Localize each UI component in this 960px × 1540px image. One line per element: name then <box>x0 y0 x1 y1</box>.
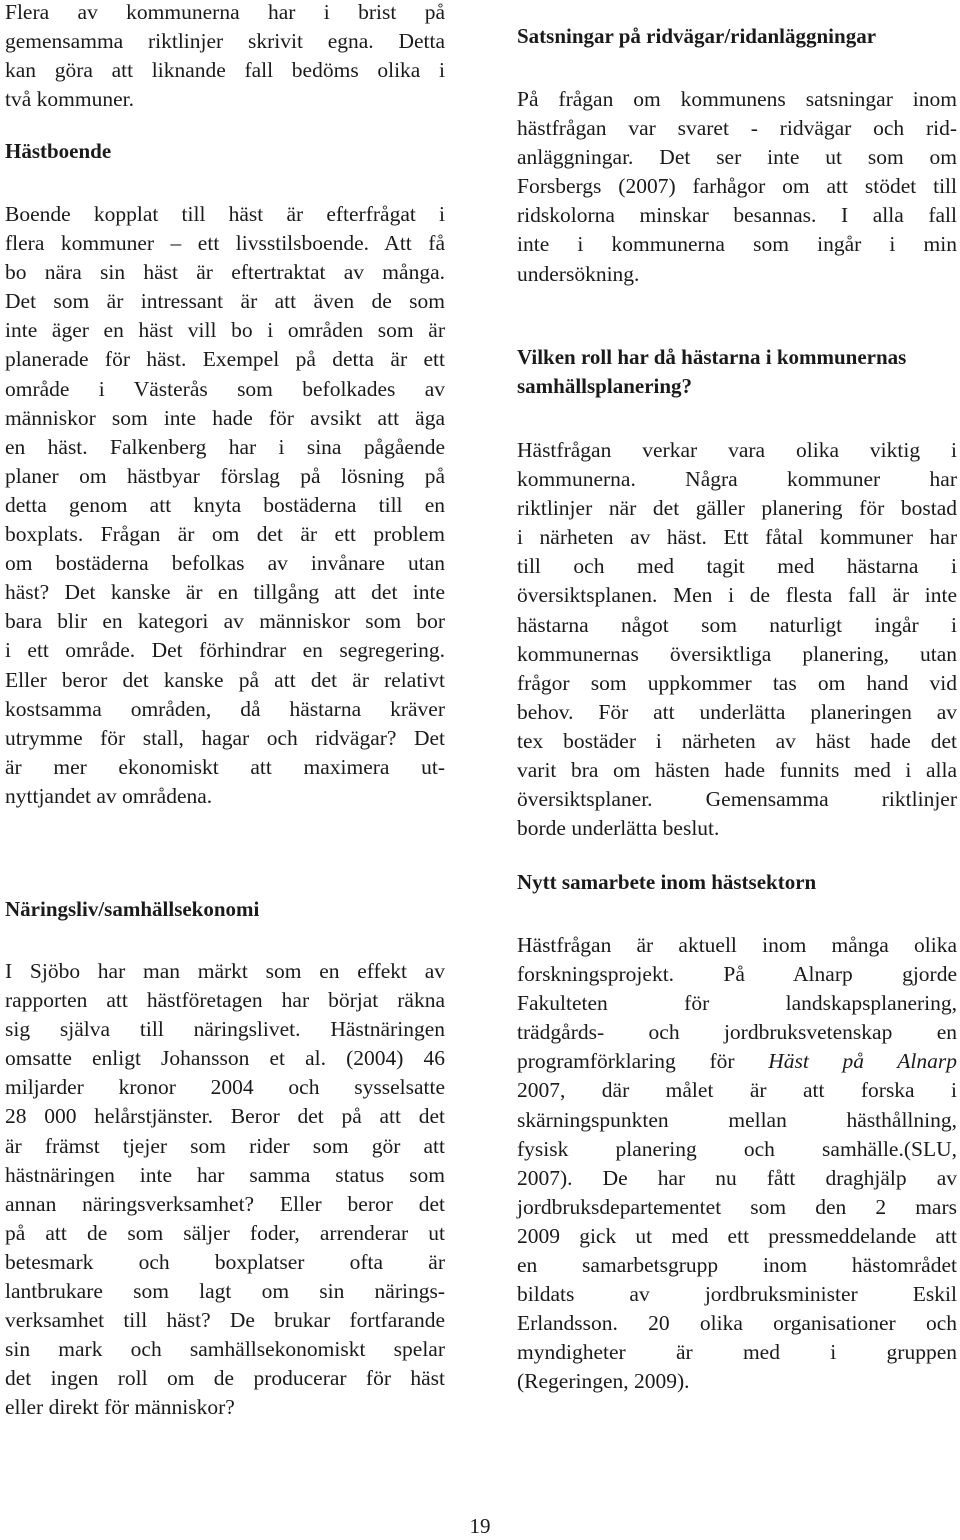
text-line: riktlinjer när det gäller planering för bostad <box>517 496 957 521</box>
text-line: översiktsplanen. Men i de flesta fall är inte <box>517 583 957 608</box>
text-line: hästarna något som naturligt ingår i <box>517 612 957 637</box>
text-line: människor som inte hade för avsikt att äga <box>5 405 445 430</box>
text-line: varit bra om hästen hade funnits med i alla <box>517 758 957 783</box>
text-line: 28 000 helårstjänster. Beror det på att det <box>5 1104 445 1129</box>
text-line: sig själva till näringslivet. Hästnäringen <box>5 1017 445 1042</box>
text-line: det ingen roll om de producerar för häst <box>5 1366 445 1391</box>
text-line: planer om hästbyar förslag på lösning på <box>5 463 445 488</box>
text-line: Fakulteten för landskapsplanering, <box>517 991 957 1016</box>
text-line: Eller beror det kanske på att det är relativt <box>5 667 445 692</box>
text-line: 2007, där målet är att forska i <box>517 1078 957 1103</box>
text-line: hästnäringen inte har samma status som <box>5 1162 445 1187</box>
text-line: trädgårds- och jordbruksvetenskap en <box>517 1020 957 1045</box>
text-line: miljarder kronor 2004 och sysselsatte <box>5 1075 445 1100</box>
text-line: inte i kommunerna som ingår i min <box>517 232 957 257</box>
text-line: i närheten av häst. Ett fåtal kommuner har <box>517 525 957 550</box>
text-line: hästfrågan var svaret - ridvägar och rid- <box>517 116 957 141</box>
text-line: verksamhet till häst? De brukar fortfarande <box>5 1308 445 1333</box>
text-line: bo nära sin häst är eftertraktat av många. <box>5 260 445 285</box>
text-line: kommunernas översiktliga planering, utan <box>517 641 957 666</box>
text-line: ridskolorna minskar besannas. I alla fall <box>517 203 957 228</box>
text-line: till och med tagit med hästarna i <box>517 554 957 579</box>
text-line: kostsamma områden, då hästarna kräver <box>5 696 445 721</box>
heading-line: samhällsplanering? <box>517 374 693 398</box>
text-line: (Regeringen, 2009). <box>517 1369 690 1394</box>
text-line: frågor som uppkommer tas om hand vid <box>517 670 957 695</box>
text-line: annan näringsverksamhet? Eller beror det <box>5 1191 445 1216</box>
text-line: översiktsplaner. Gemensamma riktlinjer <box>517 787 957 812</box>
text-line: är främst tjejer som rider som gör att <box>5 1133 445 1158</box>
text-line: myndigheter är med i gruppen <box>517 1340 957 1365</box>
section-heading-naringsliv: Näringsliv/samhällsekonomi <box>5 897 260 921</box>
text-line: nyttjandet av områdena. <box>5 783 213 808</box>
text-line: behov. För att underlätta planeringen av <box>517 699 957 724</box>
text-line: Hästfrågan verkar vara olika viktig i <box>517 438 957 462</box>
text-line: häst? Det kanske är en tillgång att det inte <box>5 580 445 605</box>
page-number: 19 <box>469 1514 491 1538</box>
text-line: Boende kopplat till häst är efterfrågat i <box>5 202 445 226</box>
paragraph-hastarnas-roll <box>517 436 957 843</box>
text-line: jordbruksdepartementet som den 2 mars <box>517 1194 957 1219</box>
section-heading-nytt-samarbete: Nytt samarbete inom hästsektorn <box>517 870 817 894</box>
section-heading-hastboende: Hästboende <box>5 139 112 163</box>
text-line-with-title <box>517 1047 957 1076</box>
text-line: boxplats. Frågan är om det är ett problem <box>5 522 445 547</box>
text-line: anläggningar. Det ser inte ut som om <box>517 145 957 170</box>
text-line: flera kommuner – ett livsstilsboende. Att få <box>5 231 445 256</box>
text-line: omsatte enligt Johansson et al. (2004) 46 <box>5 1046 445 1071</box>
text-line: borde underlätta beslut. <box>517 816 720 841</box>
text-line: inte äger en häst vill bo i områden som är <box>5 318 445 343</box>
text-line: Flera av kommunerna har i brist på <box>5 0 445 24</box>
text-line: Forsbergs (2007) farhågor om att stödet till <box>517 174 957 199</box>
text-line: kommunerna. Några kommuner har <box>517 467 957 492</box>
text-line: sin mark och samhällsekonomiskt spelar <box>5 1337 445 1362</box>
text-line: forskningsprojekt. På Alnarp gjorde <box>517 962 957 987</box>
paragraph-hastboende <box>5 200 445 811</box>
text-line: betesmark och boxplatser ofta är <box>5 1249 445 1274</box>
text-line: lantbrukare som lagt om sin närings- <box>5 1279 445 1304</box>
text-line: en häst. Falkenberg har i sina pågående <box>5 434 445 459</box>
text-line: Hästfrågan är aktuell inom många olika <box>517 933 957 957</box>
text-line: eller direkt för människor? <box>5 1395 235 1420</box>
text-line: i ett område. Det förhindrar en segregering. <box>5 638 445 663</box>
paragraph-nytt-samarbete <box>517 931 957 1397</box>
text-line: planerade för häst. Exempel på detta är ett <box>5 347 445 372</box>
text-line: 2009 gick ut med ett pressmeddelande att <box>517 1223 957 1248</box>
text-line: en samarbetsgrupp inom hästområdet <box>517 1253 957 1278</box>
text-line: utrymme för stall, hagar och ridvägar? Det <box>5 725 445 750</box>
section-heading-ridvagar: Satsningar på ridvägar/ridanläggningar <box>517 24 877 48</box>
text-line: Det som är intressant är att även de som <box>5 289 445 314</box>
text-line: Erlandsson. 20 olika organisationer och <box>517 1311 957 1336</box>
italic-program-title: Häst på Alnarp <box>768 1049 958 1074</box>
text-line: fysisk planering och samhälle.(SLU, <box>517 1136 957 1161</box>
text-line: om bostäderna befolkas av invånare utan <box>5 551 445 576</box>
text-line: på att de som säljer foder, arrenderar ut <box>5 1220 445 1245</box>
text-line: undersökning. <box>517 261 640 286</box>
intro-paragraph <box>5 0 445 114</box>
paragraph-ridvagar <box>517 85 957 289</box>
text-line: två kommuner. <box>5 87 134 112</box>
text-line: gemensamma riktlinjer skrivit egna. Detta <box>5 29 445 54</box>
text-line: område i Västerås som befolkades av <box>5 376 445 401</box>
text-line: rapporten att hästföretagen har börjat räkna <box>5 988 445 1013</box>
text-line: kan göra att liknande fall bedöms olika i <box>5 58 445 83</box>
section-heading-hastarnas-roll <box>517 343 957 401</box>
text-line: skärningspunkten mellan hästhållning, <box>517 1107 957 1132</box>
text-line: detta genom att knyta bostäderna till en <box>5 492 445 517</box>
text-line: bara blir en kategori av människor som bor <box>5 609 445 634</box>
text-line: tex bostäder i närheten av häst hade det <box>517 728 957 753</box>
text-line: På frågan om kommunens satsningar inom <box>517 87 957 111</box>
heading-line: Vilken roll har då hästarna i kommunernas <box>517 345 907 369</box>
text-line: 2007). De har nu fått draghjälp av <box>517 1165 957 1190</box>
text-line: bildats av jordbruksminister Eskil <box>517 1282 957 1307</box>
paragraph-naringsliv <box>5 957 445 1423</box>
text-fragment: programförklaring för <box>517 1049 769 1074</box>
text-line: är mer ekonomiskt att maximera ut- <box>5 754 445 779</box>
text-line: I Sjöbo har man märkt som en effekt av <box>5 959 445 983</box>
